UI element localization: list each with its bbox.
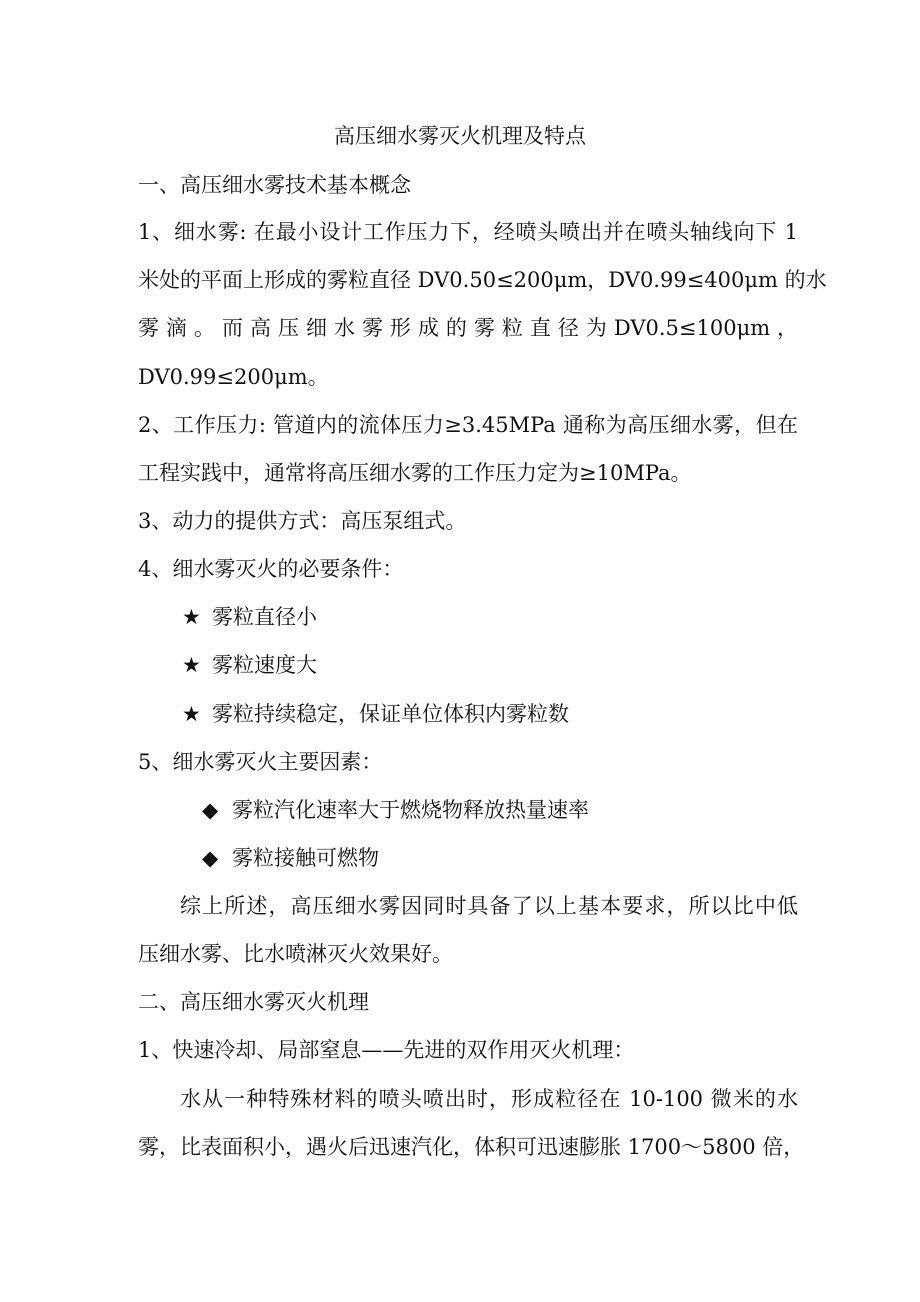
list-item-text: 雾粒速度大 xyxy=(212,653,317,677)
paragraph-line: DV0.99≤200μm。 xyxy=(138,365,329,389)
list-item xyxy=(202,843,862,873)
star-icon: ★ xyxy=(182,702,201,726)
section-heading-concepts: 一、高压细水雾技术基本概念 xyxy=(138,173,411,197)
list-item-text: 雾粒接触可燃物 xyxy=(232,846,379,870)
list-item-text: 雾粒汽化速率大于燃烧物释放热量速率 xyxy=(232,798,589,822)
document-title: 高压细水雾灭火机理及特点 xyxy=(334,124,586,148)
paragraph-line: 米处的平面上形成的雾粒直径 DV0.50≤200μm，DV0.99≤400μm 的水 xyxy=(138,268,827,292)
paragraph-line: 压细水雾、比水喷淋灭火效果好。 xyxy=(138,942,453,966)
paragraph-line: 1、细水雾: 在最小设计工作压力下，经喷头喷出并在喷头轴线向下 1 xyxy=(138,220,798,244)
subsection-heading: 1、快速冷却、局部窒息——先进的双作用灭火机理： xyxy=(138,1038,635,1062)
paragraph-line: 5、细水雾灭火主要因素： xyxy=(138,750,383,774)
list-item-text: 雾粒直径小 xyxy=(212,605,317,629)
paragraph-line: 3、动力的提供方式：高压泵组式。 xyxy=(138,509,467,533)
paragraph-line: 工程实践中，通常将高压细水雾的工作压力定为≥10MPa。 xyxy=(138,461,692,485)
paragraph-line: 雾 滴 。 而 高 压 细 水 雾 形 成 的 雾 粒 直 径 为 DV0.5≤100μm ， xyxy=(138,316,798,340)
diamond-icon: ◆ xyxy=(202,798,219,822)
star-icon: ★ xyxy=(182,605,201,629)
section-heading-mechanism: 二、高压细水雾灭火机理 xyxy=(138,990,369,1014)
star-icon: ★ xyxy=(182,653,201,677)
paragraph-line: 综上所述，高压细水雾因同时具备了以上基本要求，所以比中低 xyxy=(180,894,798,918)
paragraph-line: 水从一种特殊材料的喷头喷出时，形成粒径在 10-100 微米的水 xyxy=(180,1087,798,1111)
list-item xyxy=(182,650,842,680)
list-item-text: 雾粒持续稳定，保证单位体积内雾粒数 xyxy=(212,702,569,726)
paragraph-line: 4、细水雾灭火的必要条件： xyxy=(138,557,404,581)
paragraph-line: 雾，比表面积小，遇火后迅速汽化，体积可迅速膨胀 1700～5800 倍， xyxy=(138,1135,805,1159)
paragraph-line: 2、工作压力: 管道内的流体压力≥3.45MPa 通称为高压细水雾，但在 xyxy=(138,413,798,437)
diamond-icon: ◆ xyxy=(202,846,219,870)
list-item xyxy=(202,795,862,825)
list-item xyxy=(182,699,842,729)
list-item xyxy=(182,602,842,632)
